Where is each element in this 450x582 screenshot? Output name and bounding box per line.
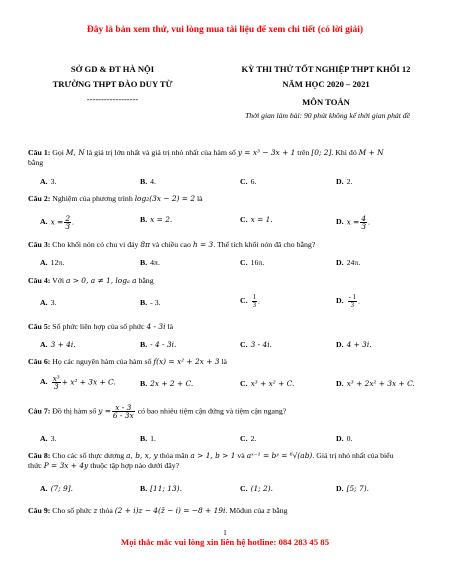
subject-title: MÔN TOÁN — [302, 97, 350, 107]
option-a: A. x = $\frac{2}{3}$ . — [40, 214, 74, 231]
option-a: A. 3. — [40, 434, 57, 443]
school-name: TRƯỜNG THPT ĐÀO DUY TỪ — [52, 79, 173, 89]
option-c: C. 6. — [240, 177, 257, 186]
option-d: D. 4 + 3i. — [336, 340, 372, 349]
option-b: B. - 3. — [140, 298, 161, 307]
option-c: C. $\frac{1}{3}$ . — [240, 294, 260, 309]
option-c: C. 2. — [240, 434, 257, 443]
hotline-footer: Mọi thắc mắc vui lòng xin liên hệ hotline: 084 283 45 85 — [120, 537, 330, 547]
option-d: D. $\frac{- 1}{3}$ . — [336, 294, 360, 309]
question-3-options — [40, 258, 430, 270]
page-number: 1 — [223, 528, 227, 537]
question-4: Câu 4: Với a > 0, a ≠ 1, logₐ a bằng — [28, 276, 154, 285]
option-b: B. x = 2. — [140, 215, 173, 224]
option-c: C. 3 - 4i. — [240, 340, 272, 349]
question-9: Câu 9: Cho số phức z thỏa (2 + i)z − 4(z̄ − i) = −8 + 19i. Môđun của z bằng — [28, 506, 288, 515]
question-1-options — [40, 177, 430, 189]
option-c: C. 16π. — [240, 258, 265, 267]
question-8: Câu 8: Cho các số thực dương a, b, x, y thỏa mãn a > 1, b > 1 và aˣ⁻¹ = bʸ = ⁶√(ab). Giá trị nhỏ nhất của biểu thức P = 3x + 4y thuộc tập hợp nào dưới đây? — [28, 451, 394, 470]
question-6: Câu 6: Họ các nguyên hàm của hàm số f(x) = x² + 2x + 3 là — [28, 357, 228, 366]
option-b: B. 2x + 2 + C. — [140, 379, 194, 388]
option-a: A. 3 + 4i. — [40, 340, 76, 349]
option-c: C. x³ + x² + C. — [240, 379, 295, 388]
option-a: A. (7; 9]. — [40, 484, 73, 493]
option-a: A. $\frac{\text{x³}}{3}$ + x² + 3x + C. — [40, 374, 116, 391]
option-a: A. 12π. — [40, 258, 65, 267]
question-2-options — [40, 215, 430, 233]
option-b: B. 1. — [140, 434, 157, 443]
question-1: Câu 1: Gọi M, N là giá trị lớn nhất và giá trị nhỏ nhất của hàm số y = x³ − 3x + 1 trên [0; 2]. Khi đó M + N bằng — [28, 148, 384, 167]
question-4-options — [40, 294, 430, 316]
question-7-options — [40, 434, 430, 446]
option-a: A. 3. — [40, 177, 57, 186]
option-d: D. x³ + 2x² + 3x + C. — [336, 379, 415, 388]
time-note: Thời gian làm bài: 90 phút không kể thời gian phát đề — [245, 111, 410, 120]
exam-title: KỲ THI THỬ TỐT NGHIỆP THPT KHỐI 12 — [241, 64, 411, 74]
option-b: B. 4. — [140, 177, 157, 186]
question-3: Câu 3: Cho khối nón có chu vi đáy 8π và chiều cao h = 3. Thể tích khối nón đã cho bằng? — [28, 240, 316, 249]
option-c: C. x = 1. — [240, 215, 273, 224]
department-name: SỞ GD & ĐT HÀ NỘI — [70, 64, 155, 74]
option-d: D. 2. — [336, 177, 353, 186]
question-number: Câu 1: — [28, 148, 51, 157]
preview-banner: Đây là bản xem thử, vui lòng mua tài liệu để xem chi tiết (có lời giải) — [86, 25, 364, 35]
option-b: B. [11; 13). — [140, 484, 182, 493]
question-2: Câu 2: Nghiệm của phương trình log₂(3x − 2) = 2 là — [28, 194, 203, 203]
question-6-options — [40, 374, 430, 397]
header-divider: ------------------ — [86, 94, 139, 104]
option-d: D. 0. — [336, 434, 353, 443]
school-year: NĂM HỌC 2020 – 2021 — [282, 79, 370, 89]
question-7: Câu 7: Đồ thị hàm số y = $\frac{x - 3}{6 - 3x}$ có bao nhiêu tiệm cận đứng và tiệm cận ngang? — [28, 403, 287, 420]
option-c: C. (1; 2). — [240, 484, 273, 493]
option-d: D. x = $\frac{4}{3}$ . — [336, 214, 370, 231]
question-8-options — [40, 484, 430, 496]
option-d: D. [5; 7). — [336, 484, 369, 493]
question-5-options — [40, 340, 430, 352]
option-b: B. - 4 - 3i. — [140, 340, 177, 349]
question-5: Câu 5: Số phức liên hợp của số phức 4 - 3i là — [28, 322, 174, 331]
option-b: B. 4π. — [140, 258, 160, 267]
option-d: D. 24π. — [336, 258, 361, 267]
option-a: A. 3. — [40, 298, 57, 307]
